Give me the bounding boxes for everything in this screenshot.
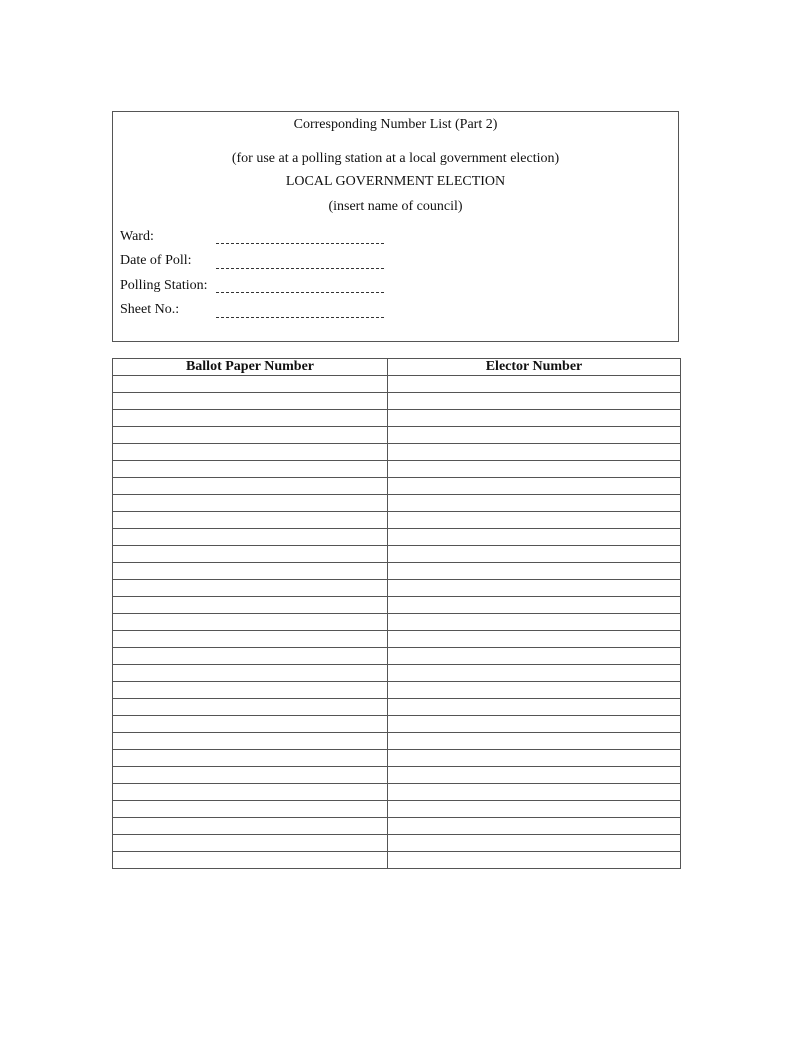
ballot-paper-number-cell[interactable]: [113, 682, 388, 699]
elector-number-cell[interactable]: [388, 376, 681, 393]
elector-number-cell[interactable]: [388, 852, 681, 869]
ballot-paper-number-cell[interactable]: [113, 376, 388, 393]
elector-number-cell[interactable]: [388, 529, 681, 546]
table-row: [113, 784, 681, 801]
elector-number-cell[interactable]: [388, 461, 681, 478]
polling-station-field[interactable]: [216, 292, 384, 293]
form-subtitle: (for use at a polling station at a local government election): [231, 151, 560, 166]
ballot-paper-number-cell[interactable]: [113, 665, 388, 682]
council-name-placeholder: (insert name of council): [328, 199, 463, 214]
table-row: [113, 801, 681, 818]
ballot-paper-number-cell[interactable]: [113, 631, 388, 648]
ballot-paper-number-cell[interactable]: [113, 699, 388, 716]
ballot-paper-number-cell[interactable]: [113, 597, 388, 614]
elector-number-cell[interactable]: [388, 665, 681, 682]
table-row: [113, 529, 681, 546]
election-heading: LOCAL GOVERNMENT ELECTION: [285, 174, 506, 189]
ballot-paper-number-cell[interactable]: [113, 835, 388, 852]
ballot-paper-number-cell[interactable]: [113, 733, 388, 750]
table-row: [113, 682, 681, 699]
elector-number-cell[interactable]: [388, 682, 681, 699]
table-row: [113, 444, 681, 461]
ballot-paper-number-cell[interactable]: [113, 580, 388, 597]
ballot-paper-number-cell[interactable]: [113, 767, 388, 784]
table-row: [113, 546, 681, 563]
table-row: [113, 580, 681, 597]
ballot-paper-number-cell[interactable]: [113, 393, 388, 410]
ballot-paper-number-cell[interactable]: [113, 563, 388, 580]
elector-number-cell[interactable]: [388, 393, 681, 410]
date-of-poll-label: Date of Poll:: [120, 253, 192, 268]
number-list-table-container: [112, 358, 680, 869]
table-row: [113, 393, 681, 410]
ballot-paper-number-cell[interactable]: [113, 478, 388, 495]
ward-label: Ward:: [120, 229, 154, 244]
elector-number-cell[interactable]: [388, 495, 681, 512]
table-row: [113, 716, 681, 733]
table-row: [113, 427, 681, 444]
ballot-paper-number-cell[interactable]: [113, 512, 388, 529]
table-row: [113, 818, 681, 835]
sheet-no-field[interactable]: [216, 317, 384, 318]
number-list-table: [112, 358, 681, 869]
form-header-box: [112, 111, 679, 342]
ballot-paper-number-cell[interactable]: [113, 852, 388, 869]
table-row: [113, 376, 681, 393]
elector-number-cell[interactable]: [388, 444, 681, 461]
elector-number-cell[interactable]: [388, 512, 681, 529]
table-row: [113, 512, 681, 529]
polling-station-label: Polling Station:: [120, 278, 208, 293]
ballot-paper-number-cell[interactable]: [113, 818, 388, 835]
table-row: [113, 852, 681, 869]
ballot-paper-number-cell[interactable]: [113, 410, 388, 427]
elector-number-cell[interactable]: [388, 784, 681, 801]
table-row: [113, 614, 681, 631]
table-row: [113, 767, 681, 784]
ballot-paper-number-cell[interactable]: [113, 546, 388, 563]
elector-number-cell[interactable]: [388, 546, 681, 563]
table-row: [113, 631, 681, 648]
table-row: [113, 597, 681, 614]
table-row: [113, 835, 681, 852]
elector-number-cell[interactable]: [388, 835, 681, 852]
elector-number-cell[interactable]: [388, 597, 681, 614]
table-row: [113, 563, 681, 580]
ballot-paper-number-cell[interactable]: [113, 716, 388, 733]
elector-number-cell[interactable]: [388, 648, 681, 665]
table-row: [113, 648, 681, 665]
table-row: [113, 665, 681, 682]
table-row: [113, 733, 681, 750]
table-row: [113, 461, 681, 478]
table-body: [113, 376, 681, 869]
elector-number-cell[interactable]: [388, 733, 681, 750]
ballot-paper-number-cell[interactable]: [113, 444, 388, 461]
table-row: [113, 410, 681, 427]
elector-number-cell[interactable]: [388, 410, 681, 427]
elector-number-cell[interactable]: [388, 818, 681, 835]
table-header-row: [113, 359, 681, 376]
elector-number-cell[interactable]: [388, 699, 681, 716]
elector-number-cell[interactable]: [388, 563, 681, 580]
elector-number-cell[interactable]: [388, 614, 681, 631]
ballot-paper-number-cell[interactable]: [113, 495, 388, 512]
ballot-paper-number-cell[interactable]: [113, 614, 388, 631]
form-title: Corresponding Number List (Part 2): [293, 117, 498, 132]
table-row: [113, 495, 681, 512]
elector-number-cell[interactable]: [388, 631, 681, 648]
date-of-poll-field[interactable]: [216, 268, 384, 269]
elector-number-cell[interactable]: [388, 580, 681, 597]
table-row: [113, 478, 681, 495]
elector-number-cell[interactable]: [388, 767, 681, 784]
elector-number-cell[interactable]: [388, 427, 681, 444]
sheet-no-label: Sheet No.:: [120, 302, 180, 317]
elector-number-cell[interactable]: [388, 750, 681, 767]
elector-number-cell[interactable]: [388, 801, 681, 818]
elector-number-header: Elector Number: [388, 359, 681, 376]
table-row: [113, 750, 681, 767]
elector-number-cell[interactable]: [388, 716, 681, 733]
ballot-paper-number-header: Ballot Paper Number: [113, 359, 388, 376]
ballot-paper-number-cell[interactable]: [113, 801, 388, 818]
ballot-paper-number-cell[interactable]: [113, 461, 388, 478]
ballot-paper-number-cell[interactable]: [113, 427, 388, 444]
ward-field[interactable]: [216, 243, 384, 244]
ballot-paper-number-cell[interactable]: [113, 529, 388, 546]
elector-number-cell[interactable]: [388, 478, 681, 495]
ballot-paper-number-cell[interactable]: [113, 648, 388, 665]
ballot-paper-number-cell[interactable]: [113, 750, 388, 767]
table-row: [113, 699, 681, 716]
ballot-paper-number-cell[interactable]: [113, 784, 388, 801]
